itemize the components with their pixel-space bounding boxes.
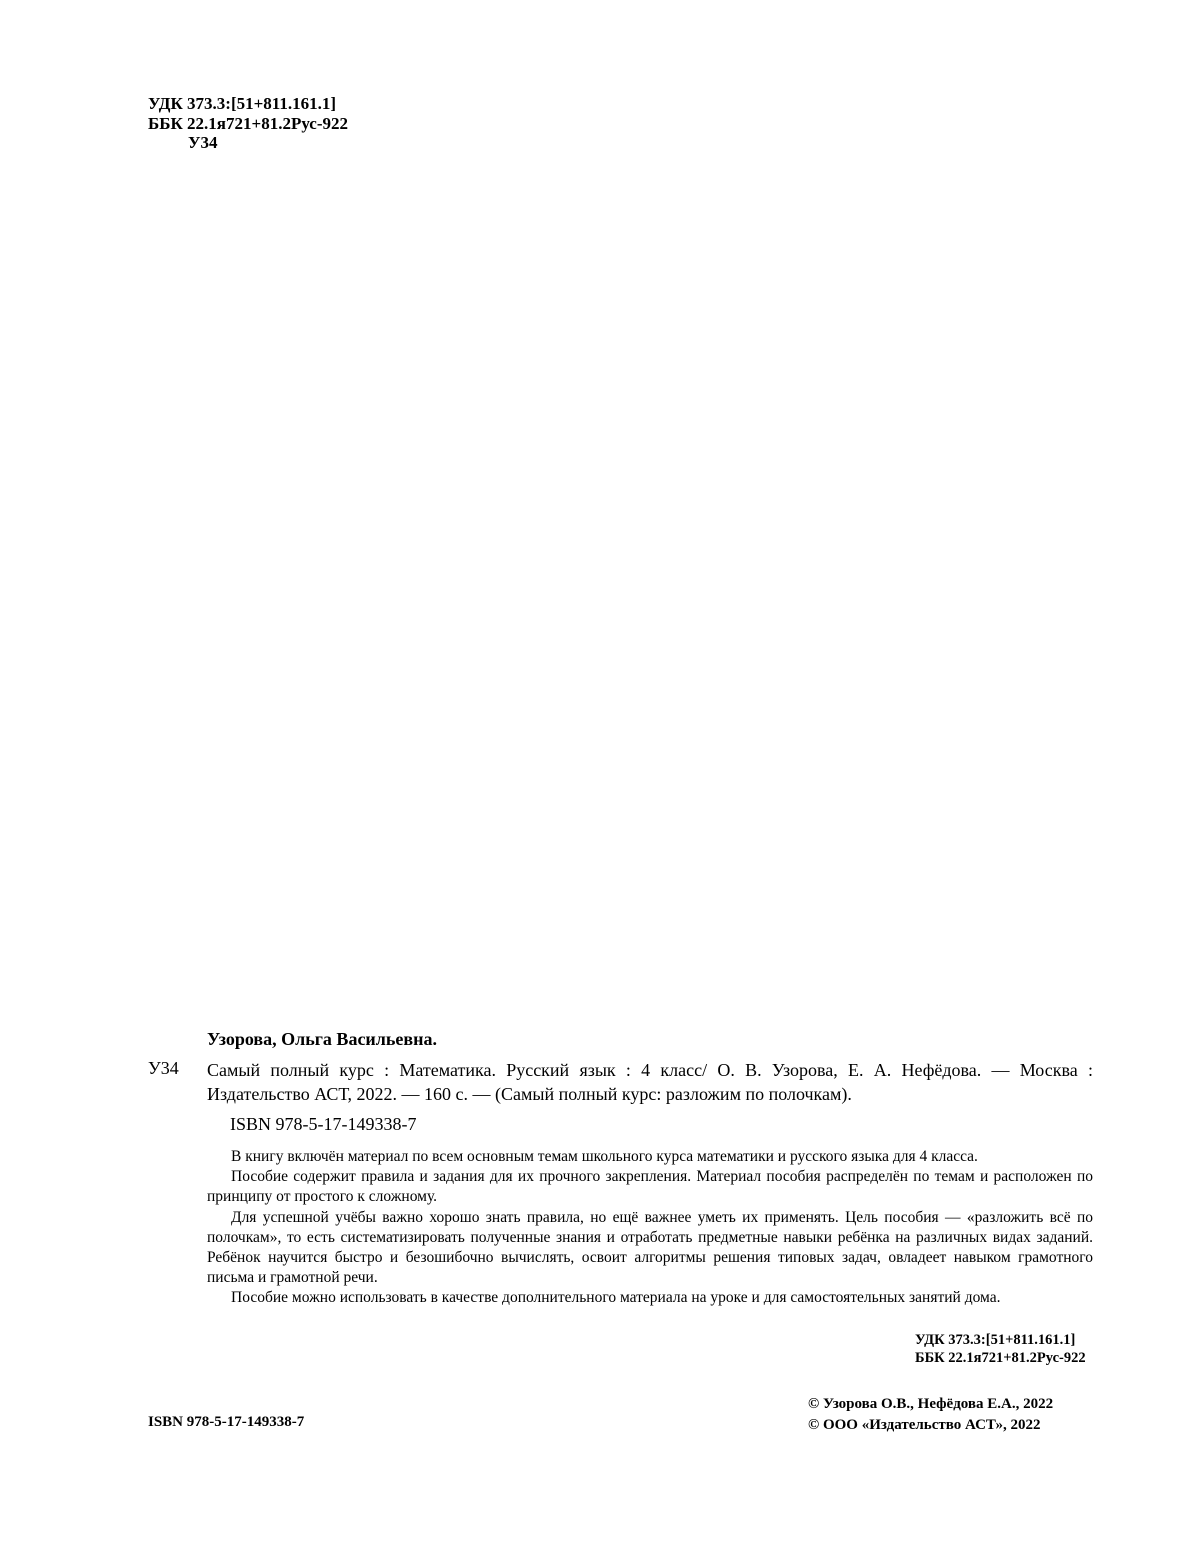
top-bbk-code: ББК 22.1я721+81.2Рус-922 [148, 113, 349, 133]
annotation-paragraph: В книгу включён материал по всем основным темам школьного курса математики и русского языка для 4 класса. [231, 1148, 978, 1165]
bottom-udk-code: УДК 373.3:[51+811.161.1] [915, 1332, 1076, 1348]
bottom-classification-codes [915, 1331, 1086, 1367]
copyright-publisher: © ООО «Издательство АСТ», 2022 [808, 1417, 1041, 1433]
bottom-bbk-code: ББК 22.1я721+81.2Рус-922 [915, 1350, 1086, 1366]
entry-author: Узорова, Ольга Васильевна. [207, 1029, 438, 1049]
entry-title: Самый полный курс : Математика. Русский язык : 4 класс/ О. В. Узорова, Е. А. Нефёдова. — Москва : Издательство АСТ, 2022. — 160 с. — (Самый полный курс: разложим по полочкам). [207, 1060, 1093, 1104]
top-classification-codes [148, 94, 348, 153]
footer-isbn: ISBN 978-5-17-149338-7 [148, 1414, 305, 1430]
annotation [207, 1147, 1093, 1309]
annotation-paragraph: Пособие содержит правила и задания для их прочного закрепления. Материал пособия распределён по темам и расположен по принципу от простого к сложному. [207, 1168, 1093, 1206]
copyright-authors: © Узорова О.В., Нефёдова Е.А., 2022 [808, 1396, 1054, 1412]
annotation-paragraph: Пособие можно использовать в качестве дополнительного материала на уроке и для самостоятельных занятий дома. [231, 1289, 1001, 1307]
entry-author-mark: У34 [148, 1058, 179, 1078]
top-author-mark: У34 [188, 133, 218, 152]
entry-isbn: ISBN 978-5-17-149338-7 [230, 1114, 417, 1134]
top-udk-code: УДК 373.3:[51+811.161.1] [148, 94, 337, 113]
annotation-paragraph: Для успешной учёбы важно хорошо знать правила, но ещё важнее уметь их применять. Цель пособия — «разложить всё по полочкам», то есть систематизировать полученные знания и отработать предметные навыки ребёнка на различных видах заданий. Ребёнок научится быстро и безошибочно вычислять, освоит алгоритмы решения типовых задач, овладеет навыком грамотного письма и грамотной речи. [207, 1208, 1093, 1287]
copyright-block [808, 1394, 1053, 1436]
